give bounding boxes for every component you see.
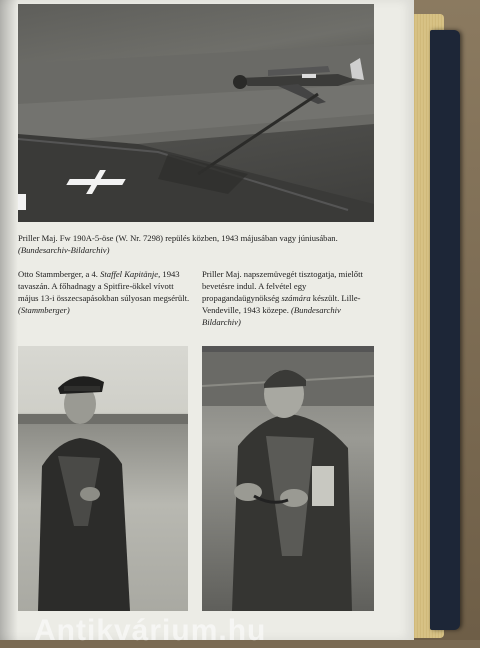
caption-top-photo bbox=[18, 232, 378, 256]
aircraft-photo-drawing bbox=[18, 4, 374, 222]
photo-aircraft-in-flight bbox=[18, 4, 374, 222]
caption-right-credit: (Bundesarchiv Bildarchiv) bbox=[202, 305, 341, 327]
caption-left-after: 1943 tavaszán. A főhadnagy a Spitfire-ökkel vívott május 13-i összecsapásokban súlyosan megsérült. bbox=[18, 269, 190, 303]
caption-right-italic: számára bbox=[281, 293, 311, 303]
spine-shadow bbox=[0, 0, 18, 640]
caption-left-italic: Staffel Kapitänje, bbox=[100, 269, 161, 279]
caption-left-photo bbox=[18, 268, 190, 316]
watermark: Antikvárium.hu bbox=[34, 614, 267, 647]
caption-top-text: Priller Maj. Fw 190A-5-öse (W. Nr. 7298) repülés közben, 1943 májusában vagy júniusában. bbox=[18, 233, 338, 243]
pilot-left-drawing bbox=[18, 346, 188, 611]
caption-left-before: Otto Stammberger, a 4. bbox=[18, 269, 98, 279]
book-cover bbox=[430, 30, 460, 630]
caption-left-credit: (Stammberger) bbox=[18, 305, 70, 315]
caption-right-photo bbox=[202, 268, 378, 328]
caption-right-after: készült. Lille-Vendeville, 1943 közepe. bbox=[202, 293, 361, 315]
photo-pilot-priller bbox=[202, 346, 374, 611]
caption-top-credit: (Bundesarchiv-Bildarchiv) bbox=[18, 245, 110, 255]
pilot-right-drawing bbox=[202, 346, 374, 611]
photo-pilot-stammberger bbox=[18, 346, 188, 611]
caption-right-before: Priller Maj. napszemüvegét tisztogatja, mielőtt bevetésre indul. A felvétel egy propagandaügynökség bbox=[202, 269, 363, 303]
